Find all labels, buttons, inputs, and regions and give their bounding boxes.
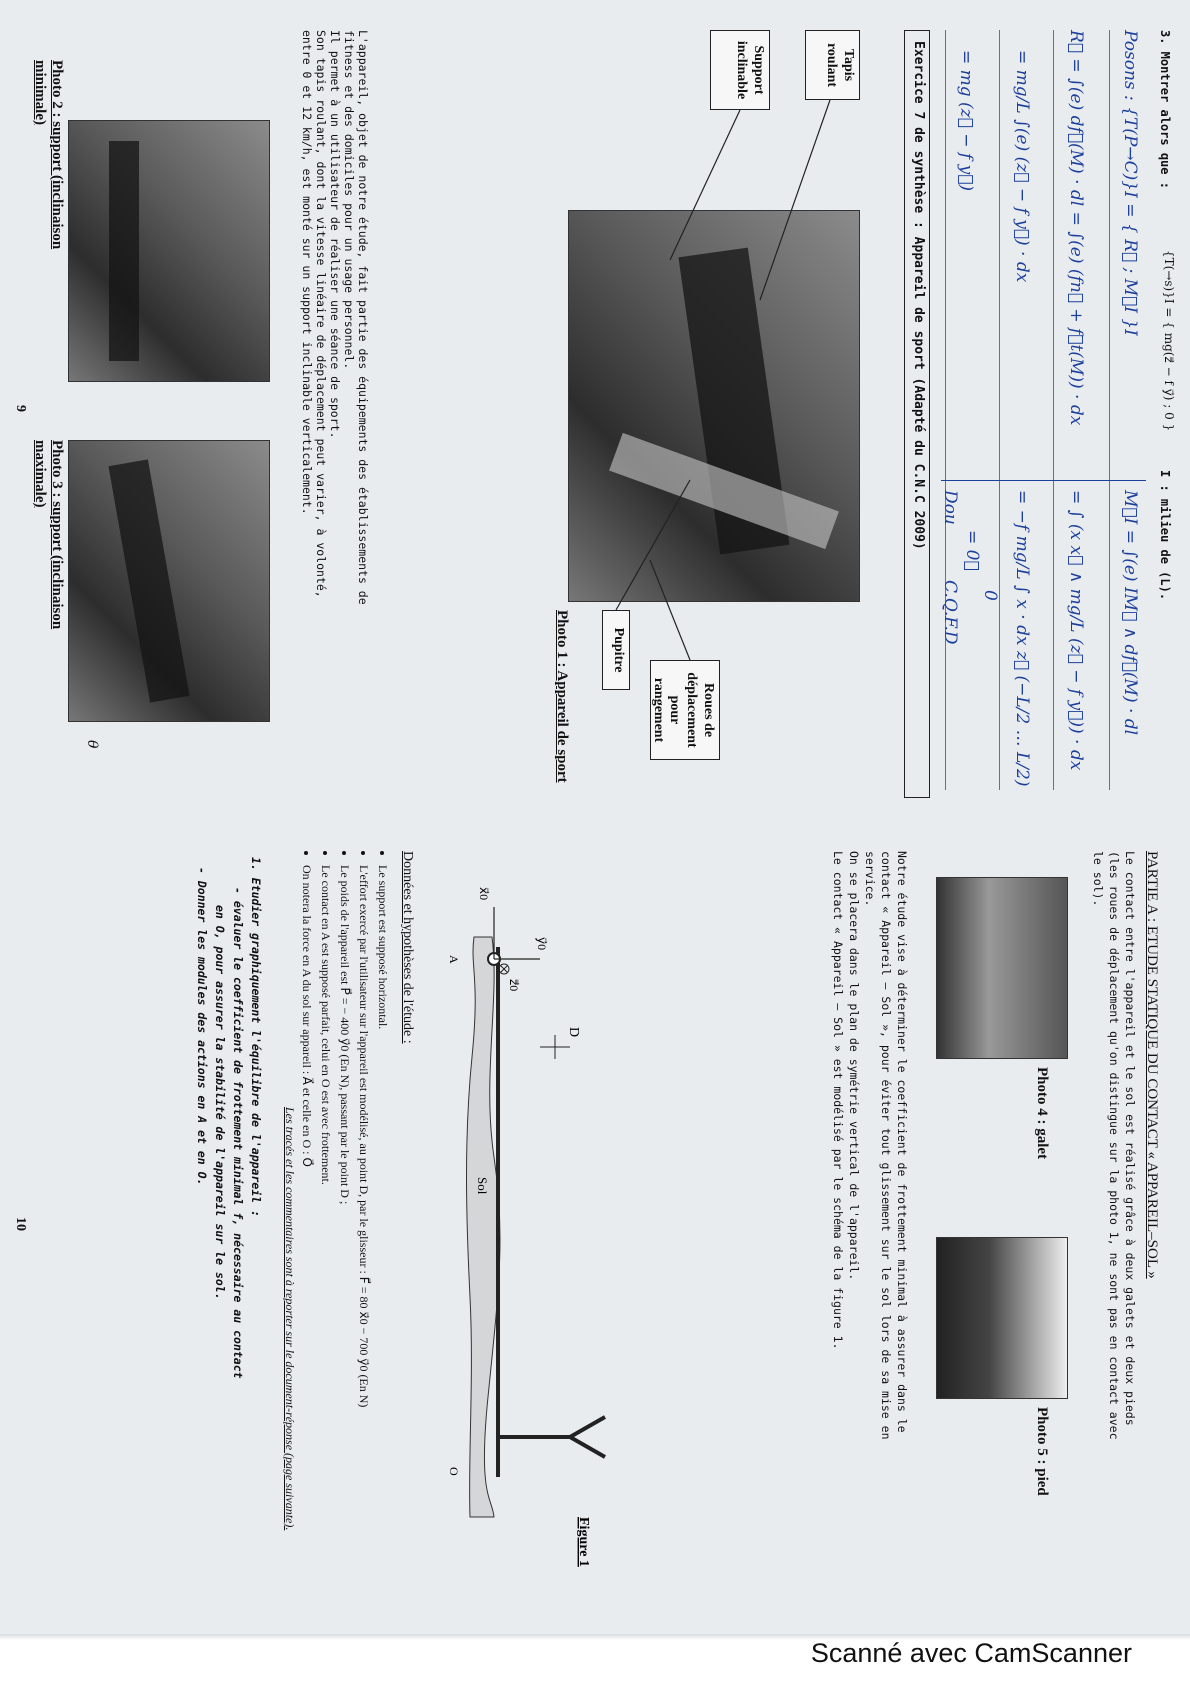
handwriting-resultant-2: = mg/L ∫(e) (z⃗ − f y⃗) · dx: [1012, 50, 1032, 283]
label-O: O: [447, 1467, 461, 1476]
page-number-10: 10: [13, 1217, 28, 1231]
aim-paragraph: [830, 851, 910, 1611]
hypothesis-item: • On notera la force en A du sol sur appareil : A⃗ et celle en O : O⃗: [297, 865, 316, 1634]
photo-2-support-min: [68, 120, 270, 382]
question-3-equation: {T(→s)}I = { mg(z⃗ − f y⃗) ; 0 }: [1162, 250, 1176, 432]
question-1-b: - Donner les modules des actions en A et en O.: [195, 867, 209, 1186]
photo-3-caption: [31, 440, 65, 629]
paragraph-line: entre 0 et 12 km/h, est monté sur un support inclinable verticalement.: [300, 30, 314, 515]
page-9: [0, 0, 1190, 817]
aim-line: Le contact « Appareil – Sol » est modélisé par le schéma de la figure 1.: [831, 851, 845, 1350]
intro-line: Le contact entre l'appareil et le sol est réalisé grâce à deux galets et deux pieds: [1123, 851, 1137, 1426]
photo-2-caption: [31, 60, 65, 249]
hypothesis-item: • Le contact en A est supposé parfait, celui en O est avec frottement.: [316, 865, 335, 1634]
label-x0: x⃗0: [477, 887, 491, 901]
paragraph-line: Son tapis roulant, dont la vitesse linéaire de déplacement peut varier, à volonté,: [314, 30, 328, 598]
handwriting-zero-vector: = 0⃗: [962, 530, 982, 571]
donnees-title: Données et hypothèses de l'étude :: [400, 851, 415, 1044]
page-10: [0, 817, 1190, 1634]
label-roues-deplacement: Roues de déplacement pour rangement: [650, 660, 720, 760]
aim-line: contact « Appareil – Sol », pour éviter tout glissement sur le sol lors de sa mise en: [879, 851, 893, 1440]
traces-note: Les tracés et les commentaires sont à reporter sur le document-réponse (page suivante).: [283, 1107, 297, 1531]
label-support-inclinable: Support inclinable: [710, 30, 770, 110]
hypothesis-item: • Le support est supposé horizontal.: [373, 865, 392, 1634]
callout-line-support: [670, 110, 740, 260]
aim-line: On se placera dans le plan de symétrie vertical de l'appareil.: [847, 851, 861, 1281]
theta-symbol: θ: [84, 740, 100, 749]
hypothesis-item: • L'effort exercé par l'utilisateur sur l'appareil est modélisé, au point D, par le glisseur : F⃗ = 80 x⃗0 − 700 y⃗0 (En N): [354, 865, 373, 1634]
handwriting-moment: M⃗I = ∫(e) IM⃗ ∧ df⃗(M) · dl: [1120, 490, 1140, 736]
handwriting-moment-3: = −f mg/L ∫ x · dx z⃗ (−L/2 … L/2): [1012, 490, 1032, 787]
handwriting-posons: Posons : {T(P→C)}I = { R⃗ ; M⃗I }I: [1120, 30, 1140, 336]
paragraph-line: Il permet à un utilisateur de réaliser une séance de sport.: [328, 30, 342, 439]
sol-ground: [467, 937, 501, 1517]
question-1: [193, 857, 265, 1627]
label-sol: Sol: [475, 1177, 490, 1195]
aim-line: Notre étude vise à déterminer le coefficient de frottement minimal à assurer dans le: [895, 851, 909, 1433]
label-D: D: [566, 1027, 581, 1038]
handwriting-zero: 0: [980, 590, 1000, 601]
handwriting-moment-2: = ∫ (x x⃗ ∧ mg/L (z⃗ − f y⃗)) · dx: [1066, 490, 1086, 771]
question-3-prefix: 3. Montrer alors que :: [1158, 30, 1172, 189]
photo-3-support-max: [68, 440, 270, 722]
photo-5-caption: Photo 5 : pied: [1034, 1407, 1050, 1496]
callout-line-tapis: [760, 100, 830, 300]
page-number-9: 9: [13, 405, 28, 412]
photo-2-caption-line-1: Photo 2 : support (inclinaison: [49, 60, 65, 250]
handwriting-result: = mg (z⃗ − f y⃗): [956, 50, 976, 192]
callout-line-roues: [650, 560, 690, 660]
photo-3-caption-line-2: maximale): [32, 440, 48, 508]
handwriting-dou: Dou: [940, 490, 960, 525]
figure-1-diagram: [420, 877, 610, 1597]
intro-line: (les roues de déplacement qu'on distingue sur la photo 1, ne sont pas en contact avec: [1107, 851, 1121, 1440]
part-a-intro: [1090, 851, 1138, 1611]
photo-5-pied: [936, 1237, 1068, 1399]
callout-line-pupitre: [616, 480, 690, 610]
handwriting-resultant: R⃗ = ∫(e) df⃗(M) · dl = ∫(e) (fn⃗ + f⃗t(M)) · dx: [1066, 30, 1086, 426]
figure-1-caption: Figure 1: [576, 1517, 591, 1567]
paragraph-line: fitness et des domiciles pour un usage personnel.: [342, 30, 356, 370]
part-a-title: PARTIE A : ETUDE STATIQUE DU CONTACT « APPAREIL–SOL »: [1144, 851, 1160, 1279]
photo-2-caption-line-2: minimale): [32, 60, 48, 125]
camscanner-watermark: Scanné avec CamScanner: [810, 1638, 1132, 1668]
hypothesis-item: • Le poids de l'appareil est P⃗ = − 400 y⃗0 (En N), passant par le point D ;: [335, 865, 354, 1634]
question-1-a: - évaluer le coefficient de frottement minimal f, nécessaire au contact: [231, 887, 245, 1379]
handwriting-cqfd: C.Q.F.D: [940, 580, 960, 645]
handle-right: [570, 1437, 605, 1457]
paragraph-line: L'appareil, objet de notre étude, fait partie des équipements des établissements de: [356, 30, 370, 605]
photo-3-caption-line-1: Photo 3 : support (inclinaison: [49, 440, 65, 630]
question-1-title: 1. Etudier graphiquement l'équilibre de l'appareil :: [249, 857, 263, 1218]
label-y0: y⃗0: [535, 937, 549, 951]
photo-4-caption: Photo 4 : galet: [1034, 1067, 1050, 1160]
intro-paragraph: [300, 30, 370, 790]
handle-left: [570, 1417, 605, 1437]
question-1-a-cont: en O, pour assurer la stabilité de l'appareil sur le sol.: [213, 905, 227, 1300]
label-A: A: [447, 955, 461, 964]
hypotheses-list: [297, 851, 392, 1634]
label-tapis-roulant: Tapis roulant: [805, 30, 860, 100]
label-z0: z⃗0: [507, 979, 521, 992]
photo-4-galet: [936, 877, 1068, 1059]
exercise-7-title: Exercice 7 de synthèse : Appareil de sport (Adapté du C.N.C 2009): [904, 30, 930, 798]
photo-1-caption: Photo 1 : Appareil de sport: [554, 610, 570, 783]
label-pupitre: Pupitre: [602, 610, 630, 690]
intro-line: le sol).: [1091, 851, 1105, 907]
question-3-suffix: I : milieu de (L).: [1158, 470, 1172, 601]
aim-line: service.: [863, 851, 877, 907]
